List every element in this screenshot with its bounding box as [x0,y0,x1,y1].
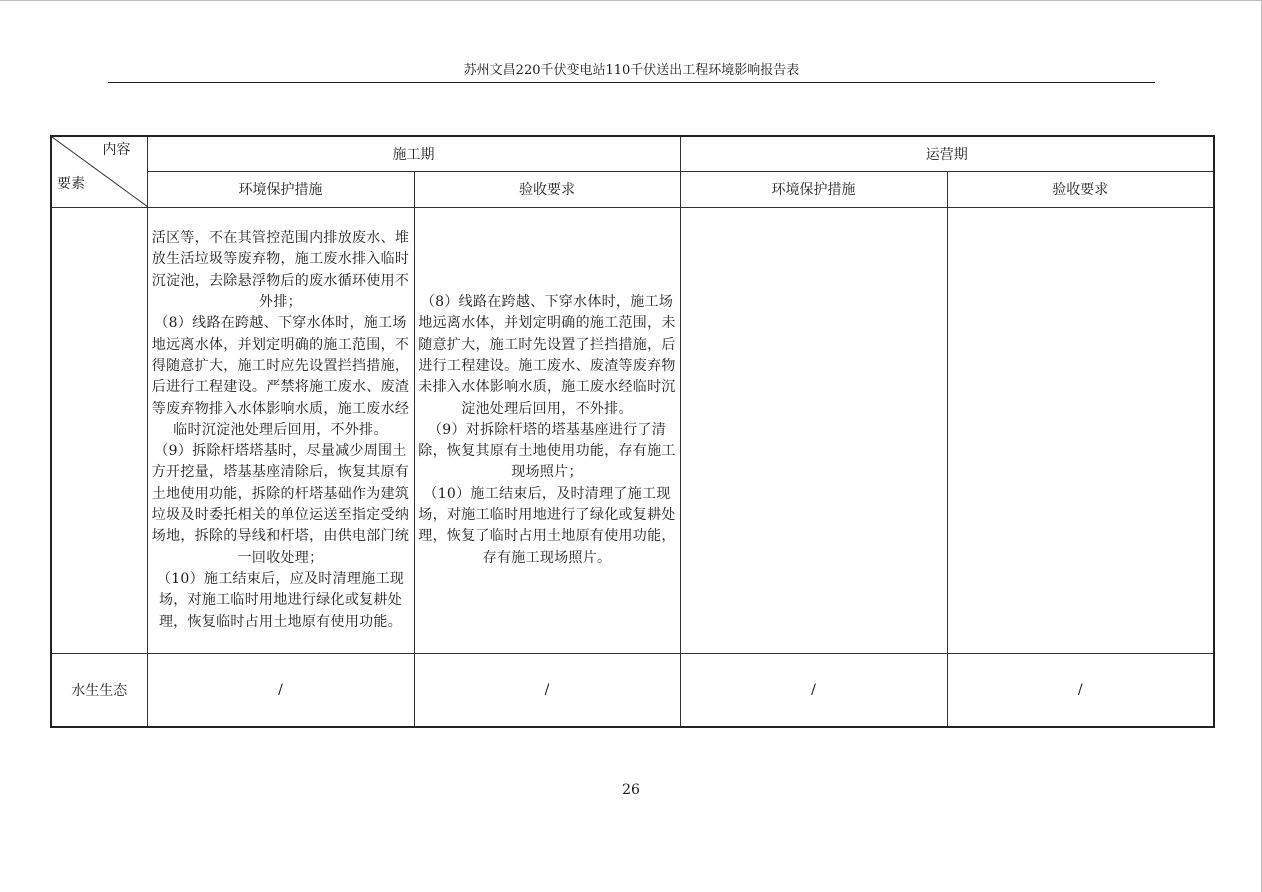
measures-table [50,135,1215,728]
measure-paragraph: 活区等，不在其管控范围内排放废水、堆放生活垃圾等废弃物，施工废水排入临时沉淀池，去除悬浮物后的废水循环使用不外排； [151,230,410,311]
phase-construction: 施工期 [147,136,680,171]
operation-measures-cell [680,208,947,654]
element-cell-aquatic-ecology: 水生生态 [51,654,147,727]
corner-label-element: 要素 [57,176,85,192]
measure-paragraph: （10）施工结束后，应及时清理施工现场，对施工临时用地进行绿化或复耕处理，恢复临时占用土地原有使用功能。 [156,570,405,630]
col-operation-measures: 环境保护措施 [680,171,947,207]
operation-measures-cell: / [680,654,947,727]
col-operation-acceptance: 验收要求 [947,171,1214,207]
operation-acceptance-cell [947,208,1214,654]
table-row [51,208,1214,654]
diagonal-line [52,137,147,207]
col-construction-acceptance: 验收要求 [414,171,680,207]
header-row-phases [51,136,1214,171]
operation-acceptance-cell: / [947,654,1214,727]
corner-cell [51,136,147,208]
element-cell [51,208,147,654]
measure-paragraph: （9）拆除杆塔塔基时，尽量减少周围土方开挖量，塔基基座清除后，恢复其原有土地使用功能，拆除的杆塔基础作为建筑垃圾及时委托相关的单位运送至指定受纳场地，拆除的导线和杆塔，由供电部门统一回收处理； [151,443,410,566]
acceptance-paragraph: （9）对拆除杆塔的塔基基座进行了清除，恢复其原有土地使用功能，存有施工现场照片； [418,421,676,481]
acceptance-paragraph: （8）线路在跨越、下穿水体时，施工场地远离水体，并划定明确的施工范围，未随意扩大，施工时先设置了拦挡措施，后进行工程建设。施工废水、废渣等废弃物未排入水体影响水质，施工废水经临时沉淀池处理后回用，不外排。 [418,294,676,417]
page-number: 26 [622,782,640,798]
col-construction-measures: 环境保护措施 [147,171,414,207]
construction-measures-cell [147,208,414,654]
table-row [51,654,1214,727]
phase-operation: 运营期 [680,136,1214,171]
construction-acceptance-cell: / [414,654,680,727]
measure-paragraph: （8）线路在跨越、下穿水体时，施工场地远离水体，并划定明确的施工范围，不得随意扩大，施工时应先设置拦挡措施，后进行工程建设。严禁将施工废水、废渣等废弃物排入水体影响水质，施工废水经临时沉淀池处理后回用，不外排。 [151,315,410,438]
acceptance-paragraph: （10）施工结束后，及时清理了施工现场，对施工临时用地进行了绿化或复耕处理，恢复了临时占用土地原有使用功能，存有施工现场照片。 [418,485,676,566]
header-row-columns [51,171,1214,207]
page-frame-top [0,0,1262,1]
corner-label-content: 内容 [102,142,131,158]
page-header: 苏州文昌220千伏变电站110千伏送出工程环境影响报告表 [108,60,1155,83]
construction-measures-cell: / [147,654,414,727]
construction-acceptance-cell [414,208,680,654]
